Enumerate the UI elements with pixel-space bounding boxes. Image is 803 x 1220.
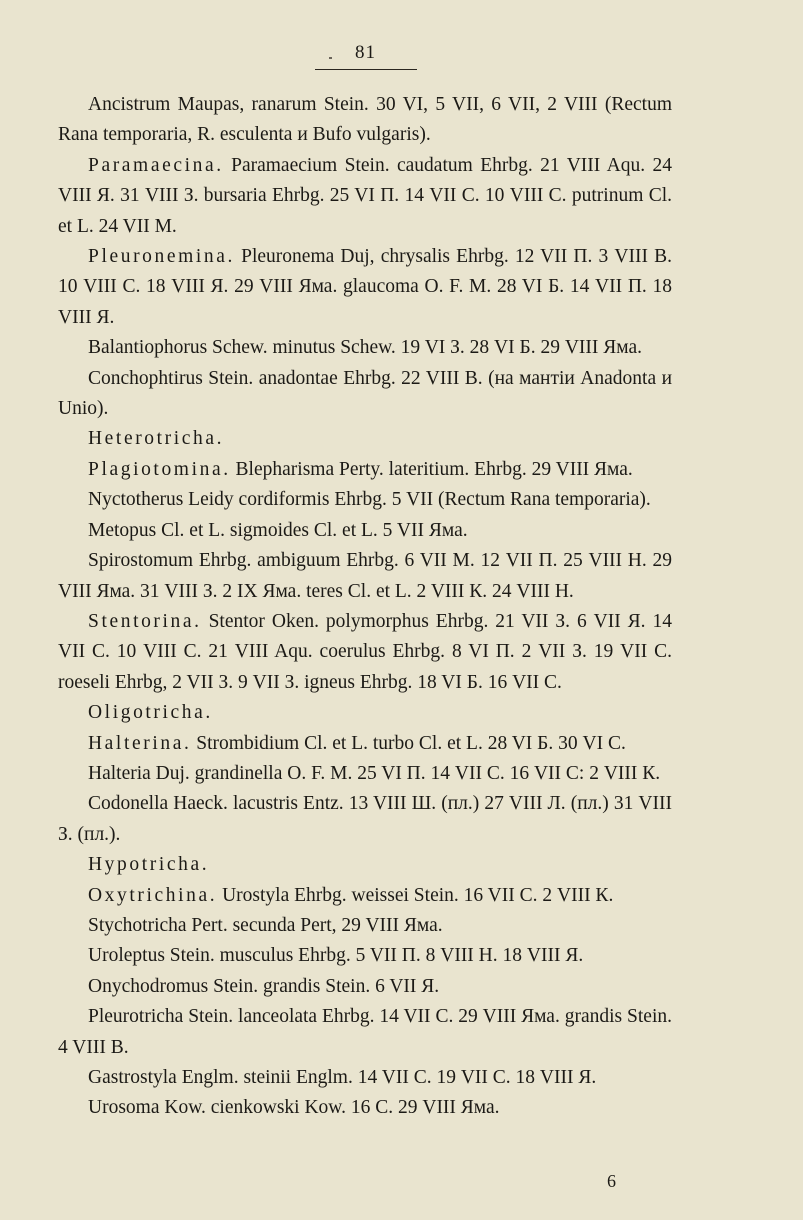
section-heading: Pleuronemina. xyxy=(88,246,235,268)
paragraph-text: Pleuronema Duj, chrysalis Ehrbg. 12 VII П. 3 VIII В. 10 VIII С. 18 VIII Я. 29 VIII Яма. glaucoma O. F. M. 28 VI Б. 14 VII П. 18 VIII Я. xyxy=(58,246,672,328)
paragraph xyxy=(58,607,672,698)
header-rule xyxy=(315,69,417,70)
page-body xyxy=(58,90,672,1124)
paragraph-text: Stychotricha Pert. secunda Pert, 29 VIII Яма. xyxy=(88,914,443,936)
section-heading: Paramaecina. xyxy=(88,154,224,176)
paragraph-text: Paramaecium Stein. caudatum Ehrbg. 21 VIII Aqu. 24 VIII Я. 31 VIII З. bursaria Ehrbg. 25 VI П. 14 VII С. 10 VIII С. putrinum Cl. et L. 24 VII М. xyxy=(58,154,672,237)
paragraph-text: Codonella Haeck. lacustris Entz. 13 VIII Ш. (пл.) 27 VIII Л. (пл.) 31 VIII З. (пл.). xyxy=(58,793,672,845)
paragraph xyxy=(58,729,672,759)
signature-mark: 6 xyxy=(607,1171,616,1191)
paragraph-text: Urosoma Kow. cienkowski Kow. 16 С. 29 VIII Яма. xyxy=(88,1097,500,1119)
paragraph xyxy=(58,455,672,485)
paragraph-text: Ancistrum Maupas, ranarum Stein. 30 VI, 5 VII, 6 VII, 2 VIII (Rectum Rana temporaria, R. esculenta и Bufo vulgaris). xyxy=(58,94,672,146)
paragraph-text: Conchophtirus Stein. anadontae Ehrbg. 22 VIII В. (на мантіи Anadonta и Unio). xyxy=(58,367,672,420)
paragraph-text: Blepharisma Perty. lateritium. Ehrbg. 29 VIII Яма. xyxy=(230,458,633,480)
section-heading: Hypotricha. xyxy=(88,854,210,876)
paragraph-text: Stentor Oken. polymorphus Ehrbg. 21 VII З. 6 VII Я. 14 VII С. 10 VIII С. 21 VIII Aqu. coerulus Ehrbg. 8 VI П. 2 VII З. 19 VII С. roeseli Ehrbg, 2 VII З. 9 VII З. igneus Ehrbg. 18 VI Б. 16 VII С. xyxy=(58,610,672,693)
paragraph-text: Balantiophorus Schew. minutus Schew. 19 VI З. 28 VI Б. 29 VIII Яма. xyxy=(88,337,643,359)
paragraph xyxy=(58,424,672,454)
section-heading: Heterotricha. xyxy=(88,428,225,450)
section-heading: Plagiotomina. xyxy=(88,458,231,480)
paragraph xyxy=(58,881,672,911)
paragraph xyxy=(58,90,672,151)
paragraph xyxy=(58,911,672,941)
paragraph xyxy=(58,1002,672,1063)
paragraph xyxy=(58,485,672,515)
paragraph xyxy=(58,546,672,607)
paragraph-text: Urostyla Ehrbg. weissei Stein. 16 VII С. 2 VIII К. xyxy=(217,884,614,906)
paragraph xyxy=(58,516,672,546)
paragraph-text: Spirostomum Ehrbg. ambiguum Ehrbg. 6 VII М. 12 VII П. 25 VIII Н. 29 VIII Яма. 31 VIII З. 2 IX Яма. teres Cl. et L. 2 VIII К. 24 VIII Н. xyxy=(58,550,672,602)
section-heading: Stentorina. xyxy=(88,610,202,632)
paragraph-text: Gastrostyla Englm. steinii Englm. 14 VII С. 19 VII С. 18 VIII Я. xyxy=(88,1067,597,1088)
paragraph-text: Onychodromus Stein. grandis Stein. 6 VII Я. xyxy=(88,975,440,997)
ink-speck xyxy=(329,57,332,59)
paragraph-text: Pleurotricha Stein. lanceolata Ehrbg. 14 VII С. 29 VIII Яма. grandis Stein. 4 VIII В. xyxy=(58,1006,672,1058)
paragraph xyxy=(58,151,672,242)
paragraph-text: Halteria Duj. grandinella O. F. M. 25 VI П. 14 VII С. 16 VII С: 2 VIII К. xyxy=(88,762,661,784)
paragraph xyxy=(58,759,672,789)
section-heading: Oxytrichina. xyxy=(88,884,218,906)
section-heading: Oligotricha. xyxy=(88,702,213,724)
paragraph-text: Strombidium Cl. et L. turbo Cl. et L. 28 VI Б. 30 VI С. xyxy=(191,732,626,754)
paragraph xyxy=(58,333,672,363)
paragraph xyxy=(58,850,672,880)
paragraph xyxy=(58,941,672,971)
paragraph xyxy=(58,364,672,425)
paragraph-text: Nyctotherus Leidy cordiformis Ehrbg. 5 VII (Rectum Rana temporaria). xyxy=(88,489,651,511)
paragraph xyxy=(58,242,672,333)
paragraph-text: Uroleptus Stein. musculus Ehrbg. 5 VII П. 8 VIII Н. 18 VIII Я. xyxy=(88,945,584,967)
paragraph-text: Metopus Cl. et L. sigmoides Cl. et L. 5 VII Яма. xyxy=(88,519,468,541)
paragraph xyxy=(58,698,672,728)
section-heading: Halterina. xyxy=(88,732,192,754)
paragraph xyxy=(58,789,672,850)
page-number: 81 xyxy=(355,42,376,63)
paragraph xyxy=(58,972,672,1002)
paragraph xyxy=(58,1063,672,1093)
paragraph xyxy=(58,1093,672,1123)
